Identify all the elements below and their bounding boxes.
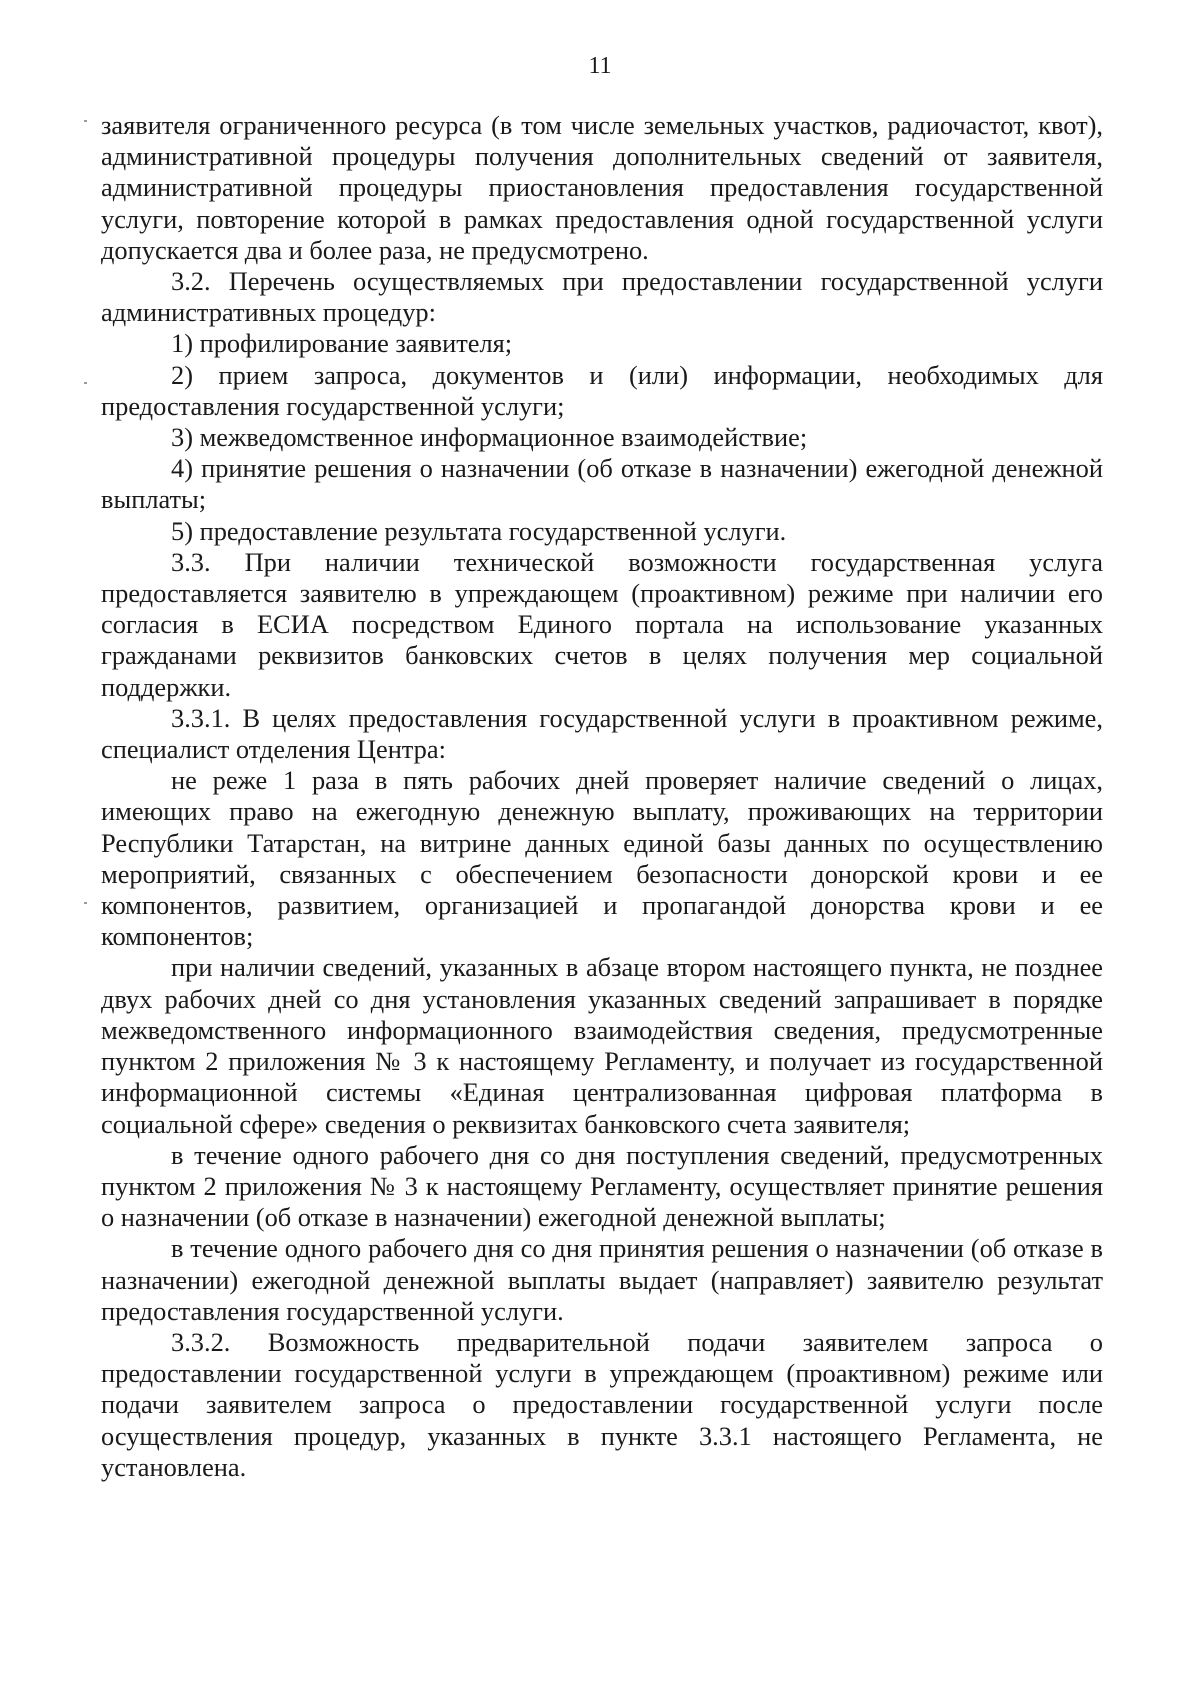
paragraph-result: в течение одного рабочего дня со дня принятия решения о назначении (об отказе в назначении) ежегодной денежной выплаты выдает (направляет) заявителю результат предоставления государственной услуги. — [101, 1233, 1103, 1326]
paragraph-decision: в течение одного рабочего дня со дня поступления сведений, предусмотренных пунктом 2 приложения № 3 к настоящему Регламенту, осуществляет принятие решения о назначении (об отказе в назначении) ежегодной денежной выплаты; — [101, 1139, 1103, 1233]
paragraph-3-3: 3.3. При наличии технической возможности государственная услуга предоставляется заявителю в упреждающем (проактивном) режиме при наличии его согласия в ЕСИА посредством Единого портала на использование указанных гражданами реквизитов банковских счетов в целях получения мер социальной поддержки. — [101, 546, 1103, 702]
list-item-3: 3) межведомственное информационное взаимодействие; — [171, 422, 808, 453]
page-number: 11 — [588, 53, 612, 79]
scan-speck — [84, 902, 87, 904]
list-item-2: 2) прием запроса, документов и (или) информации, необходимых для предоставления государственной услуги; — [101, 359, 1103, 421]
paragraph-3-2: 3.2. Перечень осуществляемых при предоставлении государственной услуги административных процедур: — [101, 266, 1103, 328]
paragraph-check-data: не реже 1 раза в пять рабочих дней проверяет наличие сведений о лицах, имеющих право на ежегодную денежную выплату, проживающих на территории Республики Татарстан, на витрине данных единой базы данных по осуществлению мероприятий, связанных с обеспечением безопасности донорской крови и ее компонентов, развитием, организацией и пропагандой донорства крови и ее компонентов; — [101, 765, 1103, 952]
paragraph-3-3-2: 3.3.2. Возможность предварительной подачи заявителем запроса о предоставлении государственной услуги в упреждающем (проактивном) режиме или подачи заявителем запроса о предоставлении государственной услуги после осуществления процедур, указанных в пункте 3.3.1 настоящего Регламента, не установлена. — [101, 1326, 1103, 1482]
scan-speck — [84, 120, 87, 122]
list-item-5: 5) предоставление результата государственной услуги. — [171, 515, 787, 546]
scan-speck — [84, 382, 87, 384]
document-body — [101, 110, 1103, 1483]
paragraph-3-3-1: 3.3.1. В целях предоставления государственной услуги в проактивном режиме, специалист отделения Центра: — [101, 702, 1103, 765]
paragraph-request-data: при наличии сведений, указанных в абзаце втором настоящего пункта, не позднее двух рабочих дней со дня установления указанных сведений запрашивает в порядке межведомственного информационного взаимодействия сведения, предусмотренные пунктом 2 приложения № 3 к настоящему Регламенту, и получает из государственной информационной системы «Единая централизованная цифровая платформа в социальной сфере» сведения о реквизитах банковского счета заявителя; — [101, 952, 1103, 1139]
list-item-4: 4) принятие решения о назначении (об отказе в назначении) ежегодной денежной выплаты; — [101, 453, 1103, 515]
list-item-1: 1) профилирование заявителя; — [171, 328, 513, 359]
paragraph-continuation: заявителя ограниченного ресурса (в том числе земельных участков, радиочастот, квот), административной процедуры получения дополнительных сведений от заявителя, административной процедуры приостановления предоставления государственной услуги, повторение которой в рамках предоставления одной государственной услуги допускается два и более раза, не предусмотрено. — [101, 110, 1103, 265]
